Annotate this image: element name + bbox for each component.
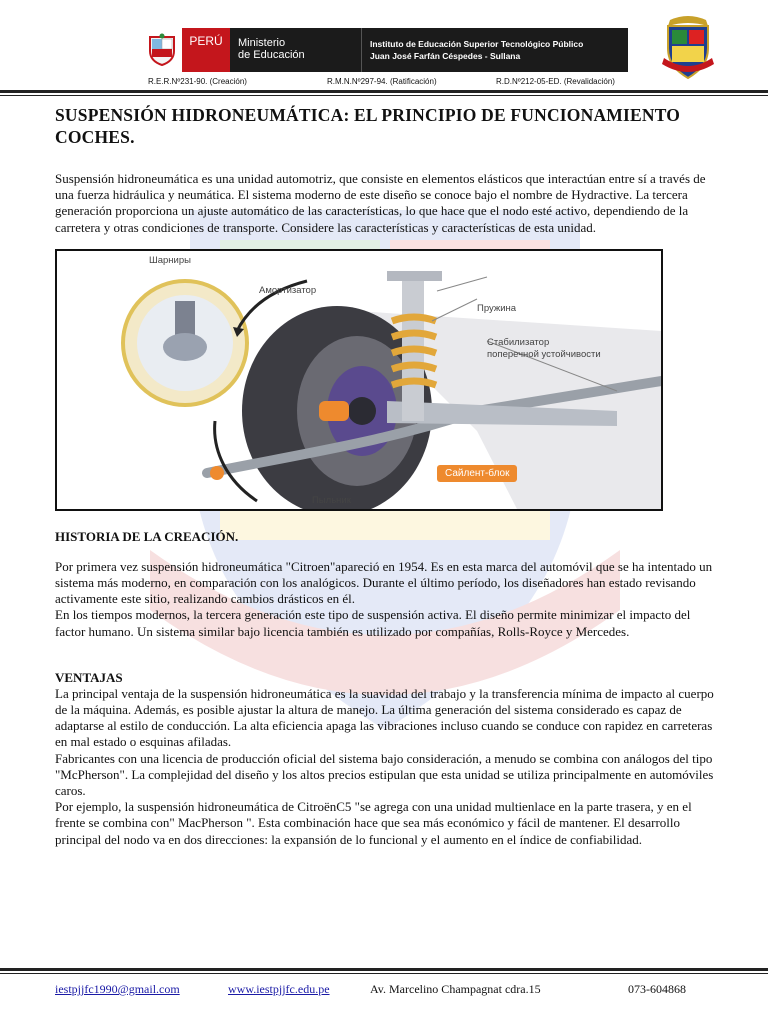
suspension-figure <box>55 249 663 511</box>
article <box>55 104 715 848</box>
footer-phone: 073-604868 <box>628 982 686 996</box>
ventajas-paragraph-2: Fabricantes con una licencia de producción oficial del sistema bajo consideración, a menudo se combina con análogos del tipo "McPherson". La complejidad del diseño y los altos precios estipulan que esta unidad se utiliza principalmente en automóviles caros. <box>55 750 714 799</box>
ventajas-heading: VENTAJAS <box>55 669 123 685</box>
institute-emblem-icon <box>660 12 716 82</box>
peru-label: PERÚ <box>182 28 230 72</box>
ministerio-label: Ministerio de Educación <box>230 28 362 72</box>
resolution-revalidacion: R.D.Nº212-05-ED. (Revalidación) <box>496 77 615 86</box>
peru-shield-icon <box>142 28 182 72</box>
footer-website-link[interactable]: www.iestpjjfc.edu.pe <box>228 982 330 996</box>
figure-tag-silentblock: Сайлент-блок <box>437 465 517 482</box>
article-title: SUSPENSIÓN HIDRONEUMÁTICA: EL PRINCIPIO DE FUNCIONAMIENTO COCHES. <box>55 105 681 147</box>
header-rule <box>0 90 768 93</box>
resolution-line <box>0 77 768 89</box>
resolution-creacion: R.E.R.Nº231-90. (Creación) <box>148 77 247 86</box>
figure-label-sharniry: Шарниры <box>149 254 191 266</box>
figure-label-amortizator: Амортизатор <box>259 284 317 296</box>
footer-address: Av. Marcelino Champagnat cdra.15 <box>370 982 541 996</box>
resolution-ratificacion: R.M.N.Nº297-94. (Ratificación) <box>327 77 437 86</box>
figure-label-pruzhina: Пружина <box>477 302 517 314</box>
figure-label-pylnik: Пыльник <box>312 494 351 506</box>
footer-rule-thin <box>0 973 768 974</box>
header-banner <box>142 28 628 72</box>
figure-label-stabilizator: Стабилизатор <box>487 336 550 348</box>
footer-email-link[interactable]: iestpjjfc1990@gmail.com <box>55 982 180 996</box>
header-rule-thin <box>0 95 768 96</box>
ventajas-paragraph-1: La principal ventaja de la suspensión hidroneumática es la suavidad del trabajo y la transferencia mínima de impacto al cuerpo de la máquina. Además, es posible ajustar la altura de manejo. La última generación del sistema considerado es capaz de adaptarse al estilo de conducción. La alta eficiencia apaga las vibraciones incluso cuando se conduce con rapidez en carreteras en mal estado o esquinas afiladas. <box>55 685 714 750</box>
suspension-illustration <box>57 251 661 509</box>
ventajas-paragraph-3: Por ejemplo, la suspensión hidroneumática de CitroënC5 "se agrega con una unidad multienlace en la parte trasera, y en el frente se combina con" MacPherson ". Esta combinación hace que sea más económico y fácil de mantener. El desarrollo principal del nodo va en dos direcciones: la expansión de lo funcional y el aumento en el índice de confiabilidad. <box>55 799 692 847</box>
historia-paragraph-1: Por primera vez suspensión hidroneumática "Citroen"apareció en 1954. Es en esta marca del automóvil que se ha intentado un sistema más moderno, en comparación con los analógicos. Durante el último período, los diseñadores han estado revisando activamente este sitio, realizando cambios drásticos en él. <box>55 558 713 607</box>
historia-paragraph-2: En los tiempos modernos, la tercera generación este tipo de suspensión activa. El diseño permite minimizar el impacto del factor humano. Un sistema similar bajo licencia también es utilizado por compañías, Rolls-Royce y Mercedes. <box>55 607 691 639</box>
intro-paragraph: Suspensión hidroneumática es una unidad automotriz, que consiste en elementos elásticos que interactúan entre sí a través de una fuerza hidráulica y neumática. El sistema moderno de este diseño se conoce bajo el nombre de Hydractive. La tercera generación proporciona un ajuste automático de las características, lo que hace que el nodo esté activo, dependiendo de la carretera y otras condiciones de transporte. Considere las características y características de esta unidad. <box>55 171 706 235</box>
figure-label-ustoychivosti: поперечной устойчивости <box>487 348 601 360</box>
instituto-label: Instituto de Educación Superior Tecnológico Público Juan José Farfán Céspedes - Sullana <box>370 39 584 61</box>
footer-rule <box>0 968 768 971</box>
historia-heading: HISTORIA DE LA CREACIÓN. <box>55 528 239 544</box>
